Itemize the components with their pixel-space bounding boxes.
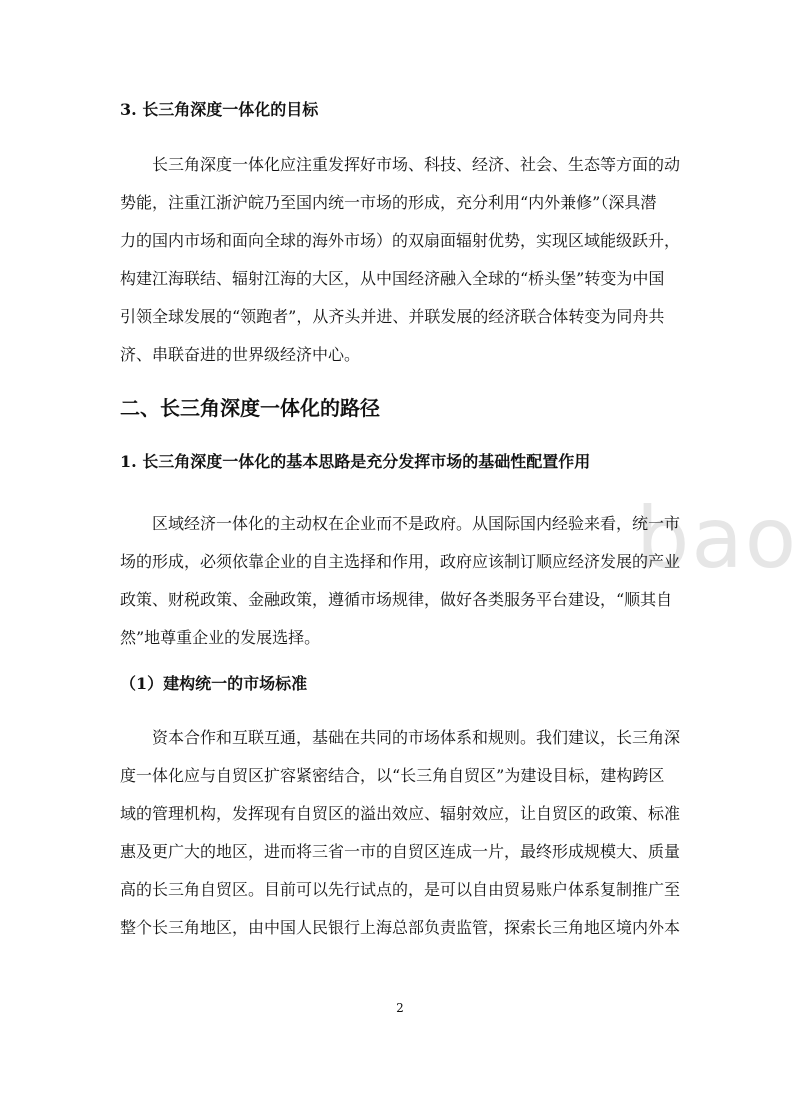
section-3-heading: 3. 长三角深度一体化的目标 bbox=[120, 100, 319, 119]
paragraph-line: 政策、财税政策、金融政策，遵循市场规律，做好各类服务平台建设，“顺其自 bbox=[120, 590, 673, 609]
section-1-heading: 1. 长三角深度一体化的基本思路是充分发挥市场的基础性配置作用 bbox=[120, 452, 591, 471]
paragraph-line: 势能，注重江浙沪皖乃至国内统一市场的形成，充分利用“内外兼修”（深具潜 bbox=[120, 193, 657, 212]
paragraph-line: 区域经济一体化的主动权在企业而不是政府。从国际国内经验来看，统一市 bbox=[152, 514, 681, 533]
subsection-1-paragraph bbox=[120, 719, 686, 947]
paragraph-line: 力的国内市场和面向全球的海外市场）的双扇面辐射优势，实现区域能级跃升， bbox=[120, 231, 681, 250]
paragraph-line: 惠及更广大的地区，进而将三省一市的自贸区连成一片，最终形成规模大、质量 bbox=[120, 842, 681, 861]
chapter-2-heading: 二、长三角深度一体化的路径 bbox=[120, 396, 380, 420]
paragraph-line: 构建江海联结、辐射江海的大区，从中国经济融入全球的“桥头堡”转变为中国 bbox=[120, 269, 665, 288]
page-number: 2 bbox=[396, 1001, 404, 1015]
section-3-paragraph bbox=[120, 146, 686, 374]
paragraph-line: 度一体化应与自贸区扩容紧密结合，以“长三角自贸区”为建设目标，建构跨区 bbox=[120, 766, 665, 785]
paragraph-line: 域的管理机构，发挥现有自贸区的溢出效应、辐射效应，让自贸区的政策、标准 bbox=[120, 804, 681, 823]
paragraph-line: 高的长三角自贸区。目前可以先行试点的，是可以自由贸易账户体系复制推广至 bbox=[120, 880, 681, 899]
subsection-1-heading: （1）建构统一的市场标准 bbox=[120, 674, 308, 693]
paragraph-line: 引领全球发展的“领跑者”，从齐头并进、并联发展的经济联合体转变为同舟共 bbox=[120, 307, 665, 326]
paragraph-line: 场的形成，必须依靠企业的自主选择和作用，政府应该制订顺应经济发展的产业 bbox=[120, 552, 681, 571]
paragraph-line: 然”地尊重企业的发展选择。 bbox=[120, 628, 321, 647]
paragraph-line: 济、串联奋进的世界级经济中心。 bbox=[120, 345, 361, 364]
watermark: bao bbox=[636, 489, 799, 587]
paragraph-line: 整个长三角地区，由中国人民银行上海总部负责监管，探索长三角地区境内外本 bbox=[120, 918, 681, 937]
paragraph-line: 资本合作和互联互通，基础在共同的市场体系和规则。我们建议，长三角深 bbox=[152, 728, 681, 747]
paragraph-line: 长三角深度一体化应注重发挥好市场、科技、经济、社会、生态等方面的动 bbox=[152, 155, 681, 174]
section-1-paragraph bbox=[120, 505, 686, 657]
